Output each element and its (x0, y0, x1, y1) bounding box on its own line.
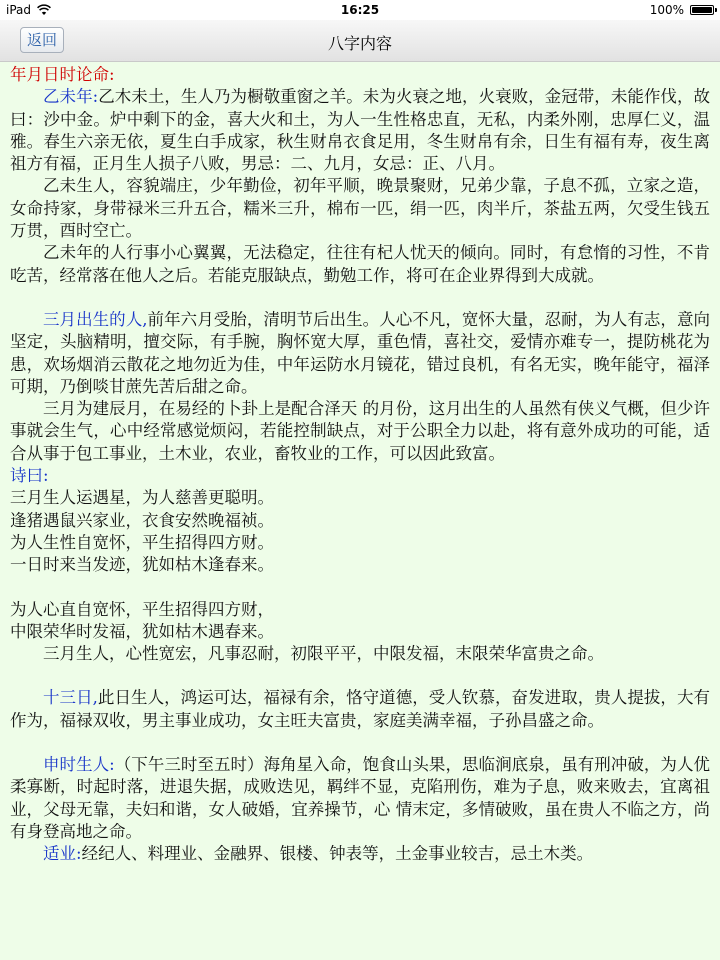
year-paragraph-1 (10, 86, 710, 175)
day-paragraph (10, 687, 710, 732)
day-label: 十三日, (43, 688, 98, 708)
spacer (10, 665, 710, 687)
spacer (10, 577, 710, 599)
year-text-1: 乙木未土，生人乃为橱敬重窗之羊。未为火衰之地，火衰败，金冠带，未能作伐，故曰：沙中金。炉中剩下的金，喜大火和土，为人一生性格忠直，无私，内柔外刚，忠厚仁义，温雅。春生六亲无依，夏生白手成家，秋生财帛衣食足用，冬生财帛有余，日生有福有寿，夜生离祖方有福，正月生人损子八败，男忌：二、九月，女忌：正、八月。 (10, 87, 711, 174)
month-label: 三月出生的人, (43, 309, 148, 329)
device-name: iPad (6, 3, 32, 17)
career-paragraph (10, 843, 710, 865)
battery-fill (692, 7, 712, 13)
hour-label: 申时生人: (43, 755, 115, 775)
day-text: 此日生人，鸿运可达，福禄有余，恪守道德，受人钦慕，奋发进取，贵人提拔，大有作为，福禄双收，男主事业成功，女主旺夫富贵，家庭美满幸福，子孙昌盛之命。 (10, 688, 711, 730)
year-label: 乙未年: (43, 87, 99, 107)
status-time: 16:25 (340, 3, 380, 17)
battery-percent: 100% (649, 3, 684, 17)
battery-icon (690, 5, 714, 15)
poem-line: 逢猪遇鼠兴家业，衣食安然晚福祯。 (10, 510, 274, 530)
status-right (650, 3, 714, 17)
poem-line: 为人心直自宽怀，平生招得四方财， (10, 599, 274, 619)
poem-line: 三月生人运遇星，为人慈善更聪明。 (10, 488, 274, 508)
back-button[interactable]: 返回 (20, 27, 64, 53)
nav-title: 八字内容 (327, 34, 392, 53)
hour-paragraph (10, 754, 710, 843)
spacer (10, 287, 710, 309)
section-heading: 年月日时论命: (10, 65, 115, 84)
poem-heading: 诗曰: (10, 466, 49, 486)
poem-line: 中限荣华时发福，犹如枯木遇春来。 (10, 621, 274, 641)
career-label: 适业: (43, 844, 82, 864)
month-text-1: 前年六月受胎，清明节后出生。人心不凡，宽怀大量，忍耐，为人有志，意向坚定，头脑精明，擅交际，有手腕，胸怀宽大厚，重色情，喜社交，爱情亦难专一，提防桃花为患，欢场烟消云散花之地勿近为佳，中年运防水月镜花，错过良机，有名无实，晚年能守，福泽可期，乃倒啖甘蔗先苦后甜之命。 (10, 309, 711, 396)
month-paragraph-3: 三月生人，心性宽宏，凡事忍耐，初限平平，中限发福，末限荣华富贵之命。 (43, 644, 604, 664)
year-paragraph-2: 乙未生人，容貌端庄，少年勤俭，初年平顺，晚景聚财，兄弟少靠，子息不孤，立家之造，女命持家，身带禄米三升五合，糯米三升，棉布一匹，绢一匹，肉半斤，茶盐五两，欠受生钱五万贯，酉时空亡。 (10, 176, 710, 241)
poem-line: 为人生性自宽怀，平生招得四方财。 (10, 532, 274, 552)
spacer (10, 732, 710, 754)
content-area[interactable] (0, 62, 720, 960)
career-text: 经纪人、料理业、金融界、银楼、钟表等，土金事业较吉，忌土木类。 (81, 844, 594, 864)
month-paragraph-1 (10, 309, 710, 398)
year-paragraph-3: 乙未年的人行事小心翼翼，无法稳定，往往有杞人忧天的倾向。同时，有怠惰的习性，不肯吃苦，经常落在他人之后。若能克服缺点，勤勉工作，将可在企业界得到大成就。 (10, 243, 710, 285)
status-bar (0, 0, 720, 20)
nav-bar (0, 20, 720, 62)
hour-text: （下午三时至五时）海角星入命，饱食山头果，思临涧底泉，虽有刑冲破，为人优柔寡断，时起时落，进退失据，成败迭见，羁绊不显，克陷刑伤，难为子息，败来败去，宜离祖业，父母无靠，夫妇和谐，女人破婚，宜养操节，心 情末定，多情破败，虽在贵人不临之方，尚有身登高地之命。 (10, 755, 710, 841)
month-paragraph-2: 三月为建辰月，在易经的卜卦上是配合泽天 的月份，这月出生的人虽然有侠义气概，但少许事就会生气，心中经常感觉烦闷，若能控制缺点，对于公职全力以赴，将有意外成功的可能，适合从事于包工事业，土木业，农业，畜牧业的工作，可以因此致富。 (10, 399, 710, 463)
poem-line: 一日时来当发迹，犹如枯木逢春来。 (10, 555, 274, 575)
